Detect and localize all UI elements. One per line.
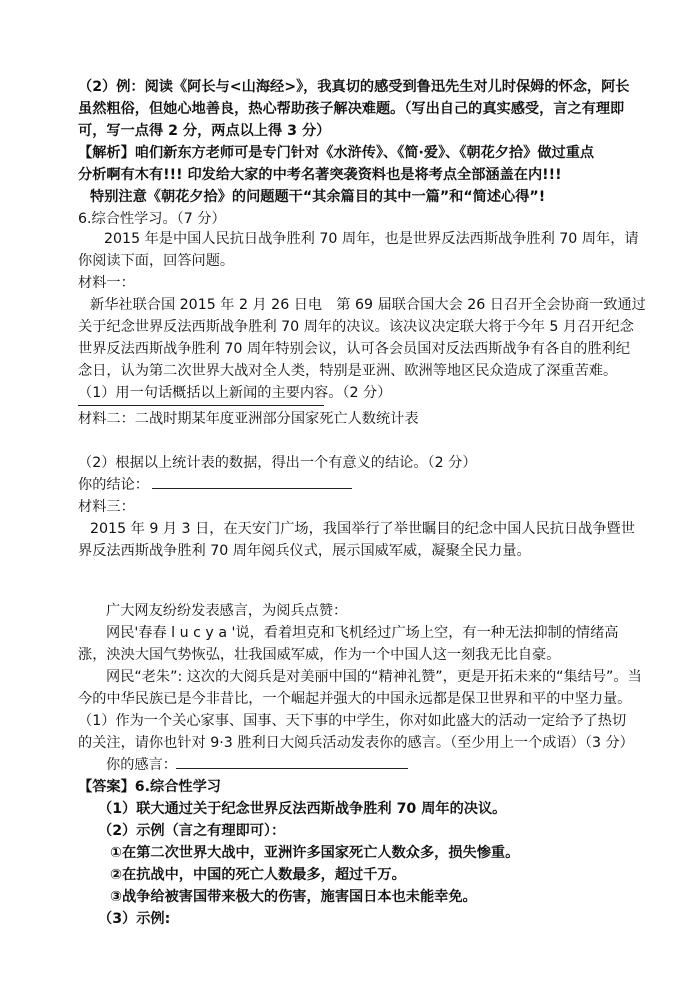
analysis-line: 特别注意《朝花夕拾》的问题题干“其余篇目的其中一篇”和“简述心得”! bbox=[90, 189, 546, 205]
answer-blank-line bbox=[152, 488, 352, 489]
answer-line: ①在第二次世界大战中，亚洲许多国家死亡人数众多，损失惨重。 bbox=[110, 845, 520, 861]
intro-line: 你阅读下面，回答问题。 bbox=[78, 253, 235, 269]
q2-example-line: （2）例：阅读《阿长与<山海经>》，我真切的感受到鲁迅先生对儿时保姆的怀念，阿长 bbox=[78, 79, 630, 95]
answer-line: （1）联大通过关于纪念世界反法西斯战争胜利 70 周年的决议。 bbox=[98, 801, 507, 817]
section-title: 6.综合性学习。（7 分） bbox=[78, 211, 226, 227]
answer-blank-line bbox=[78, 405, 324, 406]
question-text: 的关注，请你也针对 9·3 胜利日大阅兵活动发表你的感言。（至少用上一个成语）（3 分） bbox=[78, 735, 634, 751]
answer-line: ②在抗战中，中国的死亡人数最多，超过千万。 bbox=[110, 867, 406, 883]
netizen-intro: 广大网友纷纷发表感言，为阅兵点赞： bbox=[106, 603, 348, 619]
netizen-comment-line: 网民'春春 l u c y a '说，看着坦克和飞机经过广场上空，有一种无法抑制的情绪高 bbox=[106, 625, 619, 641]
material-text-line: 念日，认为第二次世界大战对全人类，特别是亚洲、欧洲等地区民众造成了深重苦难。 bbox=[78, 363, 618, 379]
question-text: （2）根据以上统计表的数据，得出一个有意义的结论。（2 分） bbox=[78, 455, 477, 471]
netizen-comment-line: 涨，泱泱大国气势恢弘，壮我国威军威，作为一个中国人这一刻我无比自豪。 bbox=[78, 647, 561, 663]
q2-example-line: 可，写一点得 2 分，两点以上得 3 分） bbox=[78, 123, 331, 139]
material-label: 材料二：二战时期某年度亚洲部分国家死亡人数统计表 bbox=[78, 411, 419, 427]
material-text-line: 关于纪念世界反法西斯战争胜利 70 周年的决议。该决议决定联大将于今年 5 月召开纪念 bbox=[78, 319, 634, 335]
q2-example-line: 虽然粗俗，但她心地善良，热心帮助孩子解决难题。（写出自己的真实感受，言之有理即 bbox=[78, 101, 625, 117]
material-label: 材料三： bbox=[78, 499, 135, 515]
answer-blank-line bbox=[176, 768, 408, 769]
intro-line: 2015 年是中国人民抗日战争胜利 70 周年，也是世界反法西斯战争胜利 70 周年，请 bbox=[104, 231, 639, 247]
analysis-line: 【解析】咱们新东方老师可是专门针对《水浒传》、《简·爱》、《朝花夕拾》做过重点 bbox=[78, 145, 595, 161]
material-label: 材料一： bbox=[78, 275, 135, 291]
analysis-line: 分析啊有木有!!! 印发给大家的中考名著突袭资料也是将考点全部涵盖在内!!! bbox=[78, 167, 562, 183]
material-text-line: 世界反法西斯战争胜利 70 周年特别会议，认可各会员国对反法西斯战争有各自的胜利纪 bbox=[78, 341, 631, 357]
netizen-comment-line: 今的中华民族已是今非昔比，一个崛起并强大的中国永远都是保卫世界和平的中坚力量。 bbox=[78, 691, 632, 707]
material-text-line: 界反法西斯战争胜利 70 周年阅兵仪式，展示国威军威，凝聚全民力量。 bbox=[78, 543, 531, 559]
answer-line: （3）示例: bbox=[98, 911, 171, 927]
feeling-label: 你的感言： bbox=[106, 757, 177, 773]
netizen-comment-line: 网民“老朱”: 这次的大阅兵是对美丽中国的“精神礼赞”，更是开拓未来的“集结号”。当 bbox=[106, 669, 642, 685]
question-text: （1）作为一个关心家事、国事、天下事的中学生，你对如此盛大的活动一定给予了热切 bbox=[78, 713, 627, 729]
answer-line: （2）示例（言之有理即可）： bbox=[98, 823, 286, 839]
material-text-line: 新华社联合国 2015 年 2 月 26 日电 第 69 届联合国大会 26 日召开全会协商一致通过 bbox=[90, 297, 646, 313]
material-text-line: 2015 年 9 月 3 日，在天安门广场，我国举行了举世瞩目的纪念中国人民抗日战争暨世 bbox=[90, 521, 635, 537]
question-text: （1）用一句话概括以上新闻的主要内容。（2 分） bbox=[78, 385, 392, 401]
conclusion-label: 你的结论： bbox=[78, 477, 149, 493]
answer-title: 【答案】6.综合性学习 bbox=[78, 779, 221, 795]
answer-line: ③战争给被害国带来极大的伤害，施害国日本也未能幸免。 bbox=[110, 889, 477, 905]
